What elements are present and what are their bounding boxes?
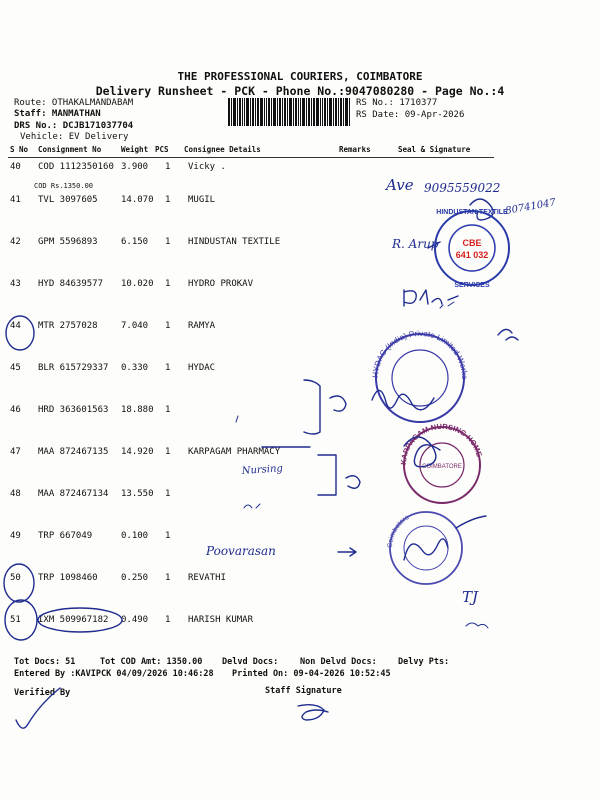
row-weight: 0.330: [121, 363, 149, 373]
row-pcs: 1: [165, 321, 171, 331]
hindustan-textile-stamp: [435, 209, 509, 289]
small-mark: [244, 504, 260, 508]
row-pcs: 1: [165, 279, 171, 289]
row-weight: 7.040: [121, 321, 149, 331]
row-weight: 14.920: [121, 447, 154, 457]
col-consignee: Consignee Details: [184, 145, 261, 154]
sno-circle-50: [4, 564, 34, 602]
route-label: Route: OTHAKALMANDABAM: [14, 98, 134, 108]
row-pcs: 1: [165, 195, 171, 205]
row44-mark: [498, 329, 518, 340]
verified-by-label: Verified By: [14, 688, 71, 698]
row49-handwriting: Poovarasan: [206, 544, 276, 558]
row-consignment: HYD 84639577: [38, 279, 104, 289]
col-sno: S No: [10, 145, 29, 154]
delivery-points: Delvy Pts:: [398, 657, 450, 667]
row-consignment: MTR 2757028: [38, 321, 98, 331]
row-sno: 51: [10, 615, 21, 625]
row-sno: 41: [10, 195, 21, 205]
printed-on: Printed On: 09-04-2026 10:52:45: [232, 669, 391, 679]
company-name: THE PROFESSIONAL COURIERS, COIMBATORE: [177, 70, 423, 83]
entered-by: Entered By :KAVIPCK 04/09/2026 10:46:28: [14, 669, 214, 679]
row-weight: 0.100: [121, 531, 149, 541]
row-sno: 42: [10, 237, 21, 247]
staff-label: Staff: MANMATHAN: [14, 109, 101, 119]
row-pcs: 1: [165, 489, 171, 499]
row-consignee: MUGIL: [188, 195, 216, 205]
sno-circle-44: [6, 316, 34, 350]
row-consignee: HINDUSTAN TEXTILE: [188, 237, 281, 247]
row-consignee: HYDRO PROKAV: [188, 279, 254, 289]
row-consignment: MAA 872467135: [38, 447, 109, 457]
row-consignee: RAMYA: [188, 321, 216, 331]
svg-text:KARPAGAM NURSING HOME: KARPAGAM NURSING HOME: [398, 421, 484, 466]
delivered-docs: Delvd Docs:: [222, 657, 279, 667]
vehicle-label: Vehicle: EV Delivery: [20, 132, 129, 142]
row-sno: 49: [10, 531, 21, 541]
row42-signature: R. Arup: [392, 237, 439, 251]
rs-date: RS Date: 09-Apr-2026: [356, 110, 465, 120]
drs-label: DRS No.: DCJB171037704: [14, 121, 134, 131]
cod-amount-note: COD Rs.1350.00: [34, 182, 94, 190]
row-consignee: HYDAC: [188, 363, 216, 373]
svg-text:Coimbatore: Coimbatore: [386, 513, 411, 549]
signature-tail: [456, 516, 486, 528]
row49-stamp: [387, 512, 462, 584]
bracket-mark-2: [318, 455, 360, 495]
row-consignee: REVATHI: [188, 573, 226, 583]
row-sno: 44: [10, 321, 21, 331]
verified-signature: [16, 688, 60, 728]
row-sno: 43: [10, 279, 21, 289]
row-pcs: 1: [165, 573, 171, 583]
row-consignment: TRP 1098460: [38, 573, 98, 583]
row40-signature: Ave: [386, 176, 414, 194]
row43-signature: [404, 290, 458, 306]
row-sno: 46: [10, 405, 21, 415]
row-weight: 10.020: [121, 279, 154, 289]
total-docs: Tot Docs: 51: [14, 657, 76, 667]
row-pcs: 1: [165, 363, 171, 373]
col-remarks: Remarks: [339, 145, 371, 154]
col-pcs: PCS: [155, 145, 169, 154]
row-sno: 48: [10, 489, 21, 499]
row-weight: 18.880: [121, 405, 154, 415]
row-sno: 47: [10, 447, 21, 457]
svg-text:HINDUSTAN TEXTILE: HINDUSTAN TEXTILE: [436, 209, 508, 216]
row-weight: 6.150: [121, 237, 149, 247]
row-weight: 3.900: [121, 162, 149, 172]
svg-text:CBE: CBE: [462, 238, 482, 248]
row-consignment: TVL 3097605: [38, 195, 98, 205]
row-consignment: IXM 509967182: [38, 615, 109, 625]
ref-handwriting: 80741047: [504, 197, 557, 217]
row-consignee: KARPAGAM PHARMACY: [188, 447, 281, 457]
row-pcs: 1: [165, 531, 171, 541]
row-pcs: 1: [165, 615, 171, 625]
row-sno: 40: [10, 162, 21, 172]
col-weight: Weight: [121, 145, 149, 154]
row-consignment: COD 1112350160: [38, 162, 114, 172]
row-sno: 50: [10, 573, 21, 583]
svg-text:641 032: 641 032: [455, 250, 489, 260]
staff-signature-label: Staff Signature: [265, 686, 342, 696]
row-consignment: HRD 363601563: [38, 405, 109, 415]
row-pcs: 1: [165, 162, 171, 172]
arrow-mark: [338, 548, 356, 556]
row-consignment: BLR 615729337: [38, 363, 109, 373]
row-weight: 0.490: [121, 615, 149, 625]
row-pcs: 1: [165, 447, 171, 457]
consignment-circle-51: [38, 608, 122, 632]
row-consignment: TRP 667049: [38, 531, 93, 541]
tick-mark: [236, 416, 238, 422]
non-delivered-docs: Non Delvd Docs:: [300, 657, 377, 667]
row-sno: 45: [10, 363, 21, 373]
row-weight: 0.250: [121, 573, 149, 583]
svg-text:HYDAC (India) Private Limited: HYDAC (India) Private Limited Works: [370, 328, 470, 380]
total-cod-amount: Tot COD Amt: 1350.00: [100, 657, 203, 667]
row-weight: 13.550: [121, 489, 154, 499]
row47-handwriting: Nursing: [241, 463, 284, 477]
col-seal-signature: Seal & Signature: [398, 145, 471, 154]
row-consignee: Vicky .: [188, 162, 226, 172]
karpagam-nursing-stamp: [399, 422, 484, 503]
phone-handwriting: 9095559022: [424, 181, 501, 195]
runsheet-title: Delivery Runsheet - PCK - Phone No.:9047080280 - Page No.:4: [95, 84, 505, 98]
row49-signature: [404, 539, 448, 560]
svg-text:COIMBATORE: COIMBATORE: [422, 464, 462, 470]
hydac-stamp: [371, 329, 469, 422]
rs-number: RS No.: 1710377: [356, 98, 438, 108]
svg-text:SERVICES: SERVICES: [454, 282, 490, 289]
row-consignment: MAA 872467134: [38, 489, 109, 499]
row-consignment: GPM 5596893: [38, 237, 98, 247]
row50-signature: TJ: [462, 588, 479, 606]
row-consignee: HARISH KUMAR: [188, 615, 254, 625]
row-weight: 14.070: [121, 195, 154, 205]
row-pcs: 1: [165, 237, 171, 247]
row-pcs: 1: [165, 405, 171, 415]
col-consignment: Consignment No: [38, 145, 102, 154]
row51-mark: [466, 623, 488, 628]
sno-circle-51: [5, 600, 37, 640]
bracket-mark: [304, 380, 346, 434]
staff-signature: [298, 705, 328, 720]
